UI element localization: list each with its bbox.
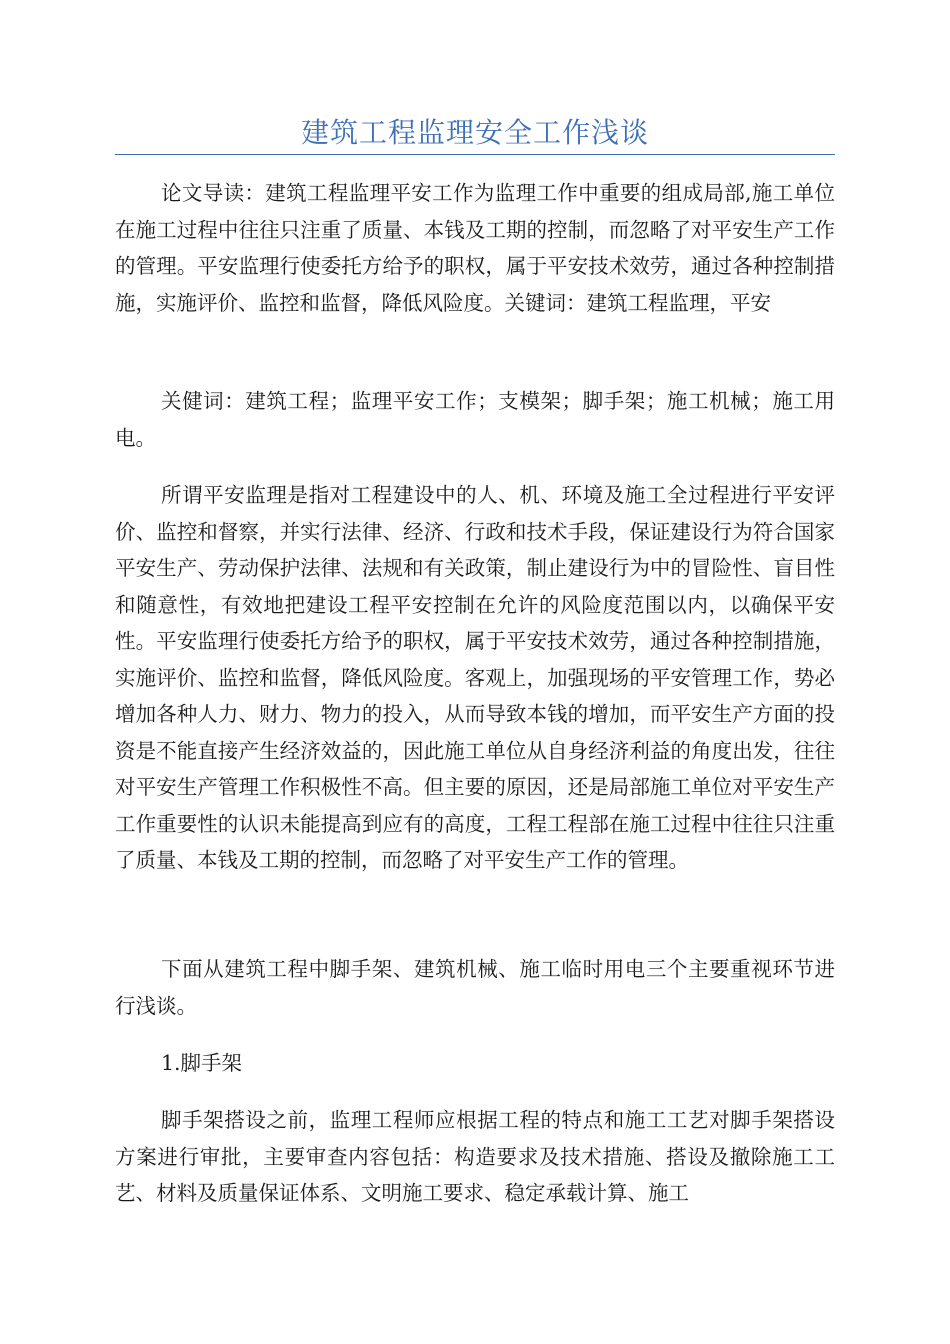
document-title: 建筑工程监理安全工作浅谈 <box>300 116 649 149</box>
section-heading-scaffold: 1.脚手架 <box>161 1051 243 1075</box>
paragraph-abstract: 论文导读：建筑工程监理平安工作为监理工作中重要的组成局部,施工单位在施工过程中往往只注重了质量、本钱及工期的控制，而忽略了对平安生产工作的管理。平安监理行使委托方给予的职权，属于平安技术效劳，通过各种控制措施，实施评价、监控和监督，降低风险度。关键词：建筑工程监理，平安 <box>115 181 835 315</box>
title-underline <box>115 154 835 155</box>
paragraph-definition: 所谓平安监理是指对工程建设中的人、机、环境及施工全过程进行平安评价、监控和督察，并实行法律、经济、行政和技术手段，保证建设行为符合国家平安生产、劳动保护法律、法规和有关政策，制止建设行为中的冒险性、盲目性和随意性，有效地把建设工程平安控制在允许的风险度范围以内，以确保平安性。平安监理行使委托方给予的职权，属于平安技术效劳，通过各种控制措施，实施评价、监控和监督，降低风险度。客观上，加强现场的平安管理工作，势必增加各种人力、财力、物力的投入，从而导致本钱的增加，而平安生产方面的投资是不能直接产生经济效益的，因此施工单位从自身经济利益的角度出发，往往对平安生产管理工作积极性不高。但主要的原因，还是局部施工单位对平安生产工作重要性的认识未能提高到应有的高度，工程工程部在施工过程中往往只注重了质量、本钱及工期的控制，而忽略了对平安生产工作的管理。 <box>115 483 835 872</box>
paragraph-intro: 下面从建筑工程中脚手架、建筑机械、施工临时用电三个主要重视环节进行浅谈。 <box>115 957 835 1018</box>
paragraph-keywords: 关健词：建筑工程；监理平安工作；支模架；脚手架；施工机械；施工用电。 <box>115 389 835 450</box>
paragraph-scaffold: 脚手架搭设之前，监理工程师应根据工程的特点和施工工艺对脚手架搭设方案进行审批，主要审查内容包括：构造要求及技术措施、搭设及撤除施工工艺、材料及质量保证体系、文明施工要求、稳定承载计算、施工 <box>115 1108 835 1205</box>
